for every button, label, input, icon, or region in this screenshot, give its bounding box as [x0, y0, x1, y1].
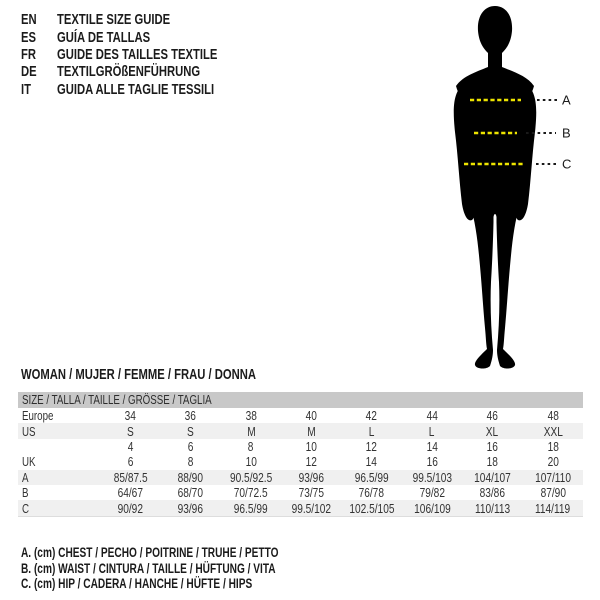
size-cell: 93/96 [298, 469, 324, 485]
lang-code-it: IT [21, 80, 32, 98]
lang-title-es: GUÍA DE TALLAS [57, 28, 151, 46]
legend-line-waist: B. (cm) WAIST / CINTURA / TAILLE / HÜFTUNG / VITA [21, 560, 276, 576]
size-cell: 38 [245, 408, 257, 424]
table-row-europe [18, 408, 583, 423]
size-cell: 76/78 [358, 485, 385, 501]
lang-code-fr: FR [21, 45, 36, 63]
lang-code-es: ES [21, 28, 37, 46]
row-label: A [22, 469, 29, 485]
size-table-header-text: SIZE / TALLA / TAILLE / GRÖSSE / TAGLIA [22, 392, 212, 407]
size-cell: 6 [187, 438, 194, 454]
size-cell: M [307, 423, 316, 439]
size-cell: 44 [426, 408, 438, 424]
size-cell: S [126, 423, 134, 439]
row-label: C [22, 500, 30, 516]
size-cell: 87/90 [540, 485, 566, 501]
size-table [18, 392, 583, 517]
size-cell: 16 [426, 454, 438, 470]
size-cell: 104/107 [474, 469, 511, 485]
table-row-uk [18, 454, 583, 469]
size-cell: M [246, 423, 256, 439]
section-title [21, 366, 334, 383]
size-cell: 4 [127, 438, 134, 454]
size-cell: 8 [187, 454, 194, 470]
size-table-header [18, 392, 583, 408]
size-cell: 102.5/105 [349, 500, 395, 516]
size-cell: 46 [486, 408, 499, 424]
size-cell: 99.5/103 [412, 469, 452, 485]
size-cell: 85/87.5 [113, 469, 148, 485]
row-label: US [22, 423, 36, 439]
size-cell: 73/75 [298, 485, 324, 501]
lang-code-de: DE [21, 63, 37, 81]
size-cell: L [368, 423, 375, 439]
measurement-legend [21, 545, 364, 591]
size-cell: 16 [486, 438, 499, 454]
size-cell: 70/72.5 [234, 485, 268, 501]
size-cell: 40 [305, 408, 317, 424]
size-cell: 48 [547, 408, 559, 424]
size-cell: 42 [366, 408, 378, 424]
size-cell: 68/70 [177, 485, 204, 501]
size-cell: 110/113 [474, 500, 511, 516]
size-cell: S [187, 423, 194, 439]
lang-code-en: EN [21, 11, 37, 29]
lang-title-fr: GUIDE DES TAILLES TEXTILE [57, 45, 218, 63]
marker-label-c: C [562, 156, 572, 172]
size-cell: 99.5/102 [291, 500, 332, 516]
legend-line-hip: C. (cm) HIP / CADERA / HANCHE / HÜFTE / HIPS [21, 575, 253, 591]
size-cell: 106/109 [413, 500, 451, 516]
lang-row-de [21, 63, 271, 80]
size-cell: 96.5/99 [354, 469, 389, 485]
size-cell: 93/96 [177, 500, 204, 516]
size-cell: 18 [547, 438, 559, 454]
table-row-chest-a [18, 470, 583, 485]
size-cell: 10 [305, 438, 317, 454]
size-cell: 18 [486, 454, 499, 470]
table-row-waist-b [18, 485, 583, 500]
size-cell: 14 [366, 454, 378, 470]
size-cell: 6 [127, 454, 134, 470]
measurement-figure [420, 4, 590, 372]
size-cell: XL [486, 423, 499, 439]
lang-row-it [21, 81, 271, 98]
section-title-text: WOMAN / MUJER / FEMME / FRAU / DONNA [21, 366, 256, 383]
language-title-block [21, 11, 271, 98]
lang-row-en [21, 11, 271, 28]
size-cell: 10 [245, 454, 257, 470]
row-label: UK [22, 454, 36, 470]
size-cell: 12 [366, 438, 378, 454]
size-cell: XXL [543, 423, 563, 439]
marker-label-b: B [562, 125, 571, 141]
size-cell: 12 [305, 454, 317, 470]
size-cell: 96.5/99 [234, 500, 268, 516]
legend-line-chest: A. (cm) CHEST / PECHO / POITRINE / TRUHE / PETTO [21, 545, 279, 561]
lang-title-it: GUIDA ALLE TAGLIE TESSILI [57, 80, 215, 98]
row-label: Europe [22, 408, 54, 424]
table-row-us-numeric [18, 439, 583, 454]
size-cell: 88/90 [177, 469, 204, 485]
table-row-us [18, 423, 583, 438]
size-cell: 90.5/92.5 [229, 469, 273, 485]
size-cell: 34 [124, 408, 136, 424]
size-cell: 90/92 [117, 500, 143, 516]
size-cell: L [429, 423, 435, 439]
size-cell: 64/67 [117, 485, 143, 501]
lang-row-es [21, 28, 271, 45]
lang-title-en: TEXTILE SIZE GUIDE [57, 11, 171, 29]
size-cell: 36 [184, 408, 197, 424]
marker-label-a: A [562, 92, 571, 108]
lang-row-fr [21, 46, 271, 63]
size-cell: 8 [248, 438, 254, 454]
size-cell: 20 [547, 454, 559, 470]
size-cell: 14 [426, 438, 438, 454]
size-cell: 114/119 [535, 500, 571, 516]
table-row-hip-c [18, 500, 583, 515]
size-cell: 107/110 [534, 469, 571, 485]
size-cell: 83/86 [479, 485, 506, 501]
size-cell: 79/82 [419, 485, 445, 501]
lang-title-de: TEXTILGRÖßENFÜHRUNG [57, 63, 201, 81]
row-label: B [22, 485, 29, 501]
